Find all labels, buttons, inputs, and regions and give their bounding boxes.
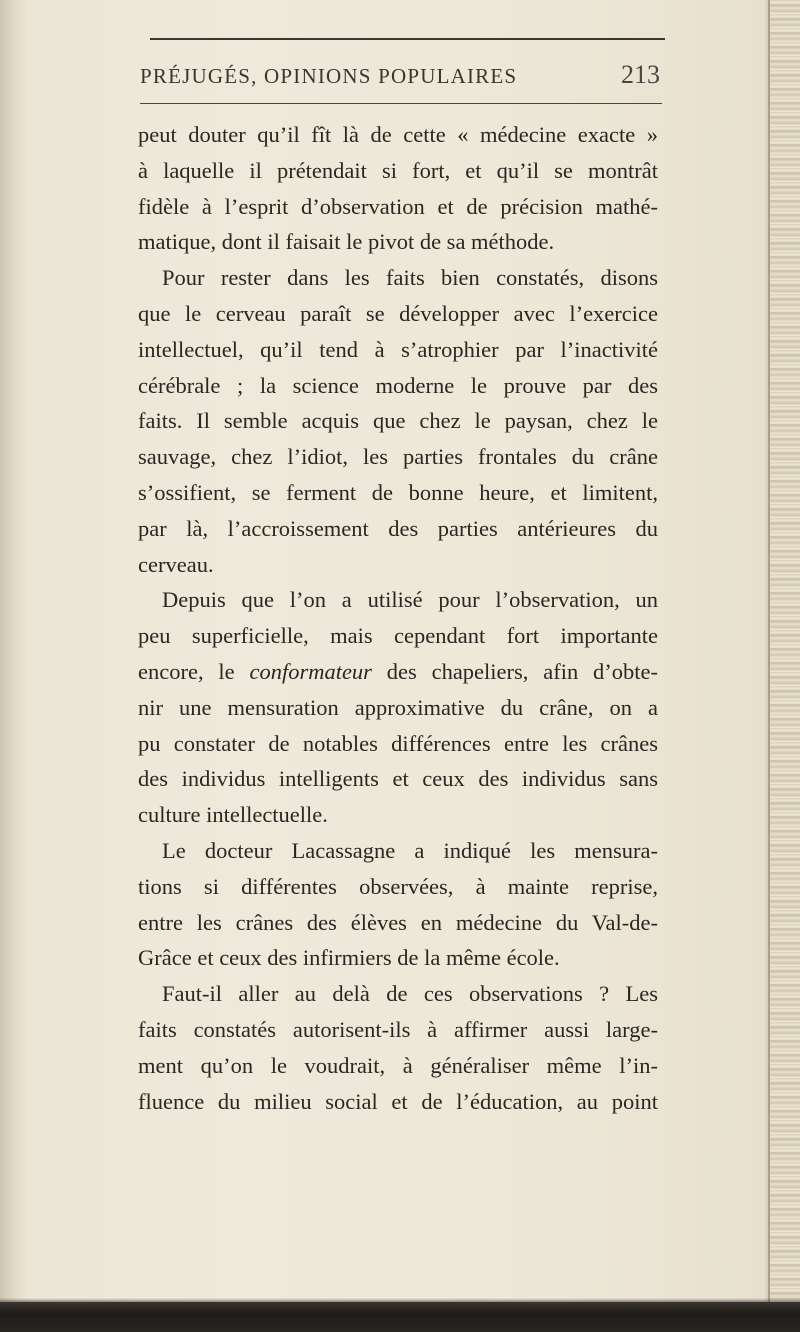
text-line: tions si différentes observées, à mainte reprise, xyxy=(138,873,658,899)
italic-term: conformateur xyxy=(249,658,372,684)
text-line: peut douter qu’il fît là de cette « médecine exacte » xyxy=(138,122,658,147)
paragraph-start-line: Depuis que l’on a utilisé pour l’observation, un xyxy=(162,587,658,613)
text-line: intellectuel, qu’il tend à s’atrophier par l’inactivité xyxy=(138,336,658,362)
top-rule xyxy=(150,38,665,40)
binding-gutter xyxy=(0,0,28,1332)
text-line: que le cerveau paraît se développer avec l’exercice xyxy=(138,300,658,326)
paragraph-start-line: Faut-il aller au delà de ces observations ? Les xyxy=(162,981,658,1007)
text-line: sauvage, chez l’idiot, les parties frontales du crâne xyxy=(138,444,658,470)
text-line: à laquelle il prétendait si fort, et qu’il se montrât xyxy=(138,157,658,183)
text-line: faits constatés autorisent-ils à affirmer aussi large- xyxy=(138,1016,658,1042)
text-line: nir une mensuration approximative du crâne, on a xyxy=(138,694,658,720)
text-line: fidèle à l’esprit d’observation et de précision mathé- xyxy=(138,193,658,219)
paragraph-end-line: culture intellectuelle. xyxy=(138,802,328,828)
text-line: fluence du milieu social et de l’éducation, au point xyxy=(138,1088,658,1114)
body-text xyxy=(138,117,658,1119)
text-line: entre les crânes des élèves en médecine du Val-de- xyxy=(138,909,658,935)
paragraph-start-line: Le docteur Lacassagne a indiqué les mensura- xyxy=(162,837,658,863)
paragraph-end-line: Grâce et ceux des infirmiers de la même école. xyxy=(138,945,560,971)
text-line: peu superficielle, mais cependant fort importante xyxy=(138,623,658,649)
paragraph-start-line: Pour rester dans les faits bien constatés, disons xyxy=(162,265,658,291)
paragraph-end-line: cerveau. xyxy=(138,551,214,577)
running-head: PRÉJUGÉS, OPINIONS POPULAIRES xyxy=(140,64,518,88)
text-line: cérébrale ; la science moderne le prouve par des xyxy=(138,372,658,398)
text-line: ment qu’on le voudrait, à généraliser même l’in- xyxy=(138,1052,658,1078)
text-line: pu constater de notables différences entre les crânes xyxy=(138,730,658,756)
text-line: des individus intelligents et ceux des individus sans xyxy=(138,766,658,792)
text-run: des chapeliers, afin d’obte- xyxy=(371,658,658,684)
text-line: faits. Il semble acquis que chez le paysan, chez le xyxy=(138,408,658,434)
header-rule xyxy=(140,103,662,104)
paragraph-end-line: matique, dont il faisait le pivot de sa méthode. xyxy=(138,229,555,255)
page-header xyxy=(140,60,660,94)
text-run: encore, le xyxy=(138,658,250,684)
text-line: par là, l’accroissement des parties antérieures du xyxy=(138,515,658,541)
text-line-with-italic xyxy=(138,654,658,690)
book-bottom-edge xyxy=(0,1302,800,1332)
page-edges xyxy=(768,0,800,1332)
page-number: 213 xyxy=(621,60,660,89)
text-line: s’ossifient, se ferment de bonne heure, et limitent, xyxy=(138,479,658,505)
